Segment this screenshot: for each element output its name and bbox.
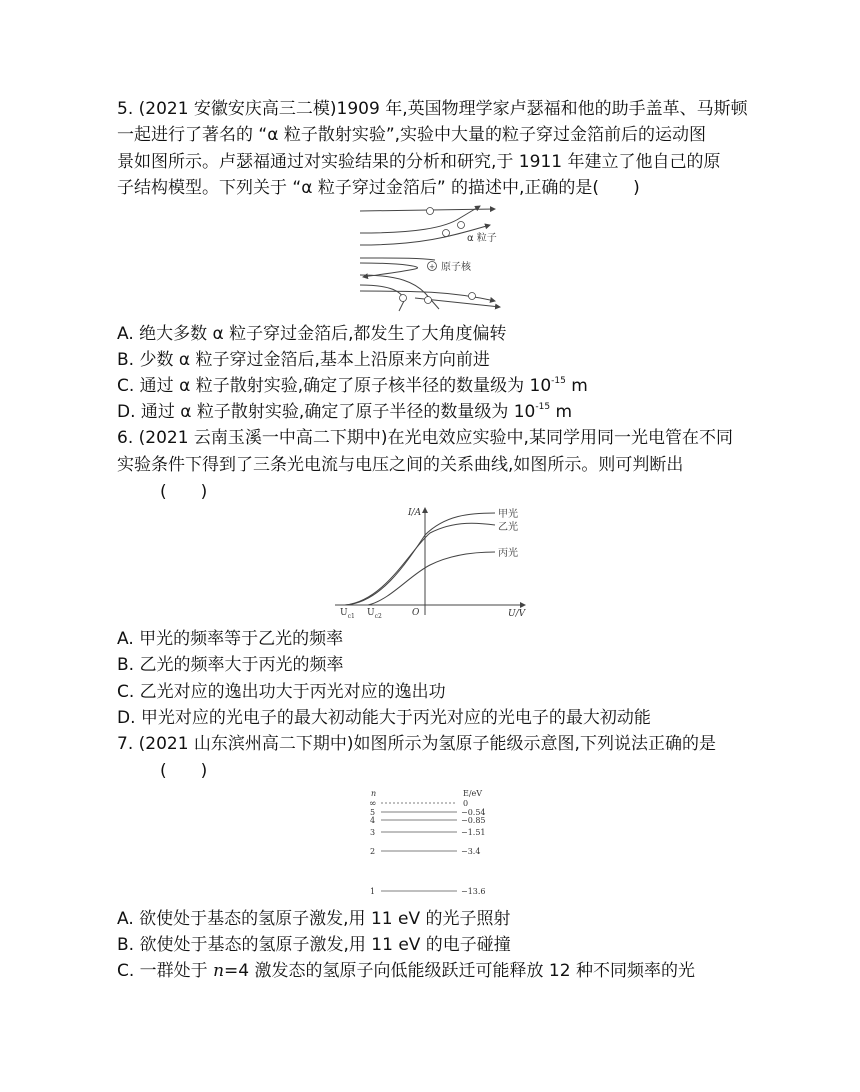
q5-option-d-unit: m (550, 402, 573, 422)
svg-text:−13.6: −13.6 (461, 887, 486, 896)
svg-text:1: 1 (370, 887, 376, 896)
level-3 (370, 828, 486, 837)
svg-text:2: 2 (370, 847, 376, 856)
n-header: n (371, 789, 377, 798)
alpha-scattering-figure (355, 203, 515, 315)
q5-option-d-exponent: -15 (535, 402, 551, 412)
q7-option-c-rest: =4 激发态的氢原子向低能级跃迁可能释放 12 种不同频率的光 (224, 961, 695, 981)
level-2 (370, 847, 480, 856)
q7-stem-line: 7. (2021 山东滨州高二下期中)如图所示为氢原子能级示意图,下列说法正确的是 (117, 734, 716, 754)
q5-stem-line-2: 一起进行了著名的 “α 粒子散射实验”,实验中大量的粒子穿过金箔前后的运动图 (117, 125, 707, 145)
q7-option-c (117, 958, 695, 984)
hydrogen-energy-level-diagram (365, 788, 505, 898)
curve-bing (368, 552, 495, 605)
svg-text:5: 5 (370, 808, 376, 817)
svg-text:−0.85: −0.85 (461, 816, 486, 825)
q5-option-d-text: D. 通过 α 粒子散射实验,确定了原子半径的数量级为 10 (117, 402, 536, 422)
level-inf (369, 799, 468, 809)
svg-text:3: 3 (370, 828, 376, 837)
q6-option-c: C. 乙光对应的逸出功大于丙光对应的逸出功 (117, 682, 446, 702)
uc1-label: $U_{c1}$ (340, 608, 355, 620)
curve-jia-label: 甲光 (498, 509, 518, 520)
q5-option-c-exponent: -15 (551, 376, 566, 386)
svg-text:−3.4: −3.4 (461, 847, 481, 856)
x-axis-label: U/V (508, 609, 526, 619)
level-4 (370, 816, 486, 825)
q5-option-d (117, 399, 572, 425)
q5-stem-line-3: 景如图所示。卢瑟福通过对实验结果的分析和研究,于 1911 年建立了他自己的原 (117, 152, 721, 172)
alpha-particle-label: α 粒子 (467, 233, 497, 244)
svg-text:0: 0 (463, 799, 469, 808)
q6-answer-paren: ( ) (160, 482, 208, 502)
curve-bing-label: 丙光 (498, 548, 518, 559)
svg-text:4: 4 (370, 816, 376, 825)
curve-jia (345, 513, 495, 605)
y-axis-label: I/A (408, 508, 422, 518)
uc2-label: $U_{c2}$ (367, 608, 382, 620)
q5-option-c-text: C. 通过 α 粒子散射实验,确定了原子核半径的数量级为 10 (117, 376, 552, 396)
svg-text:−0.54: −0.54 (461, 808, 486, 817)
q6-stem-line-2: 实验条件下得到了三条光电流与电压之间的关系曲线,如图所示。则可判断出 (117, 455, 684, 475)
q6-option-b: B. 乙光的频率大于丙光的频率 (117, 655, 344, 675)
q6-stem-line-1: 6. (2021 云南玉溪一中高二下期中)在光电效应实验中,某同学用同一光电管在不同 (117, 428, 733, 448)
q5-stem-line-1: 5. (2021 安徽安庆高三二模)1909 年,英国物理学家卢瑟福和他的助手盖革、马斯顿 (117, 99, 748, 119)
q7-option-b: B. 欲使处于基态的氢原子激发,用 11 eV 的电子碰撞 (117, 935, 511, 955)
photoelectric-iv-graph (330, 505, 540, 623)
q6-option-d: D. 甲光对应的光电子的最大初动能大于丙光对应的光电子的最大初动能 (117, 708, 651, 728)
svg-text:∞: ∞ (369, 799, 377, 809)
q5-option-b: B. 少数 α 粒子穿过金箔后,基本上沿原来方向前进 (117, 350, 490, 370)
q7-option-c-text: C. 一群处于 (117, 961, 214, 981)
curve-yi-label: 乙光 (498, 522, 518, 533)
q5-option-a: A. 绝大多数 α 粒子穿过金箔后,都发生了大角度偏转 (117, 324, 507, 344)
q7-answer-paren: ( ) (160, 761, 208, 781)
q7-option-a: A. 欲使处于基态的氢原子激发,用 11 eV 的光子照射 (117, 909, 511, 929)
q5-stem-line-4: 子结构模型。下列关于 “α 粒子穿过金箔后” 的描述中,正确的是( ) (117, 178, 640, 198)
curve-yi (345, 523, 495, 605)
nucleus-label: 原子核 (441, 262, 471, 273)
energy-header: E/eV (463, 789, 483, 798)
nucleus-plus: + (429, 263, 435, 271)
q5-option-c-unit: m (565, 376, 588, 396)
q5-option-c (117, 373, 588, 399)
q6-option-a: A. 甲光的频率等于乙光的频率 (117, 629, 344, 649)
level-1 (370, 887, 486, 896)
origin-label: O (412, 608, 420, 618)
q7-option-c-n: n (213, 961, 225, 981)
svg-text:−1.51: −1.51 (461, 828, 486, 837)
